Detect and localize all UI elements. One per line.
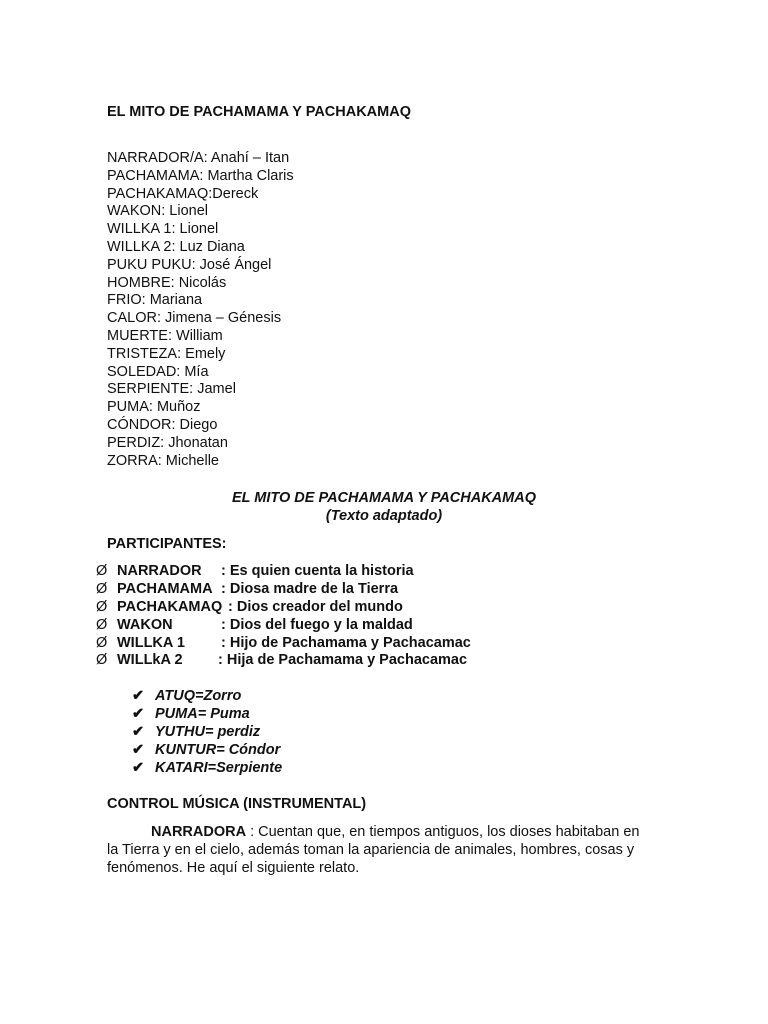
cast-item: PACHAMAMA: Martha Claris (107, 167, 294, 184)
empty-set-bullet-icon: Ø (96, 616, 108, 633)
participant-name: PACHAKAMAQ (117, 598, 223, 615)
narration-line: fenómenos. He aquí el siguiente relato. (107, 859, 360, 876)
animal-name: PUMA= Puma (155, 705, 250, 722)
participant-name: PACHAMAMA (117, 580, 213, 597)
cast-item: CÓNDOR: Diego (107, 416, 218, 433)
cast-item: FRIO: Mariana (107, 292, 203, 309)
cast-item: PUMA: Muñoz (107, 399, 201, 416)
narrator-label: NARRADORA (151, 824, 247, 840)
checkmark-icon: ✔ (132, 723, 145, 740)
story-title: EL MITO DE PACHAMAMA Y PACHAKAMAQ (232, 490, 536, 506)
cast-item: PERDIZ: Jhonatan (107, 434, 228, 451)
narration-line (107, 824, 667, 842)
checkmark-icon: ✔ (132, 759, 145, 776)
cast-item: CALOR: Jimena – Génesis (107, 310, 282, 327)
participant-description: : Hijo de Pachamama y Pachacamac (221, 634, 471, 651)
cast-item: SERPIENTE: Jamel (107, 381, 236, 398)
cast-item: PUKU PUKU: José Ángel (107, 256, 272, 273)
cast-item: HOMBRE: Nicolás (107, 274, 227, 291)
empty-set-bullet-icon: Ø (96, 563, 108, 579)
participant-description: : Hija de Pachamama y Pachacamac (218, 652, 468, 669)
participant-description: : Dios del fuego y la maldad (221, 616, 413, 633)
animal-name: KATARI=Serpiente (155, 759, 283, 776)
cast-item: WAKON: Lionel (107, 203, 208, 220)
cast-list (107, 150, 294, 470)
control-music-heading: CONTROL MÚSICA (INSTRUMENTAL) (107, 796, 367, 812)
animal-name: KUNTUR= Cóndor (155, 741, 281, 758)
cast-item: NARRADOR/A: Anahí – Itan (107, 150, 290, 166)
participant-name: WILLKA 1 (117, 634, 185, 651)
checkmark-icon: ✔ (132, 741, 145, 758)
empty-set-bullet-icon: Ø (96, 634, 108, 651)
empty-set-bullet-icon: Ø (96, 580, 108, 597)
participant-description: : Diosa madre de la Tierra (221, 580, 399, 597)
cast-item: PACHAKAMAQ:Dereck (107, 185, 259, 202)
cast-item: MUERTE: William (107, 327, 223, 344)
checkmark-icon: ✔ (132, 705, 145, 722)
animal-name: YUTHU= perdiz (155, 723, 261, 740)
checkmark-icon: ✔ (132, 688, 145, 704)
participant-description: : Es quien cuenta la historia (221, 563, 414, 579)
narration-line: la Tierra y en el cielo, además toman la apariencia de animales, hombres, cosas y (107, 841, 635, 858)
participant-name: WAKON (117, 616, 173, 633)
participants-heading: PARTICIPANTES: (107, 536, 227, 552)
narration-paragraph (107, 824, 667, 877)
story-subtitle: (Texto adaptado) (325, 508, 443, 524)
participant-name: NARRADOR (117, 563, 202, 579)
participant-name: WILLkA 2 (117, 652, 183, 669)
document-title: EL MITO DE PACHAMAMA Y PACHAKAMAQ (107, 104, 411, 120)
animal-name: ATUQ=Zorro (155, 688, 242, 704)
participant-description: : Dios creador del mundo (228, 598, 403, 615)
cast-item: ZORRA: Michelle (107, 452, 219, 469)
narration-text: : Cuentan que, en tiempos antiguos, los dioses habitaban en (246, 824, 640, 840)
cast-item: WILLKA 1: Lionel (107, 221, 219, 238)
cast-item: WILLKA 2: Luz Diana (107, 238, 245, 255)
empty-set-bullet-icon: Ø (96, 652, 108, 669)
cast-item: SOLEDAD: Mía (107, 363, 209, 380)
empty-set-bullet-icon: Ø (96, 598, 108, 615)
cast-item: TRISTEZA: Emely (107, 345, 226, 362)
